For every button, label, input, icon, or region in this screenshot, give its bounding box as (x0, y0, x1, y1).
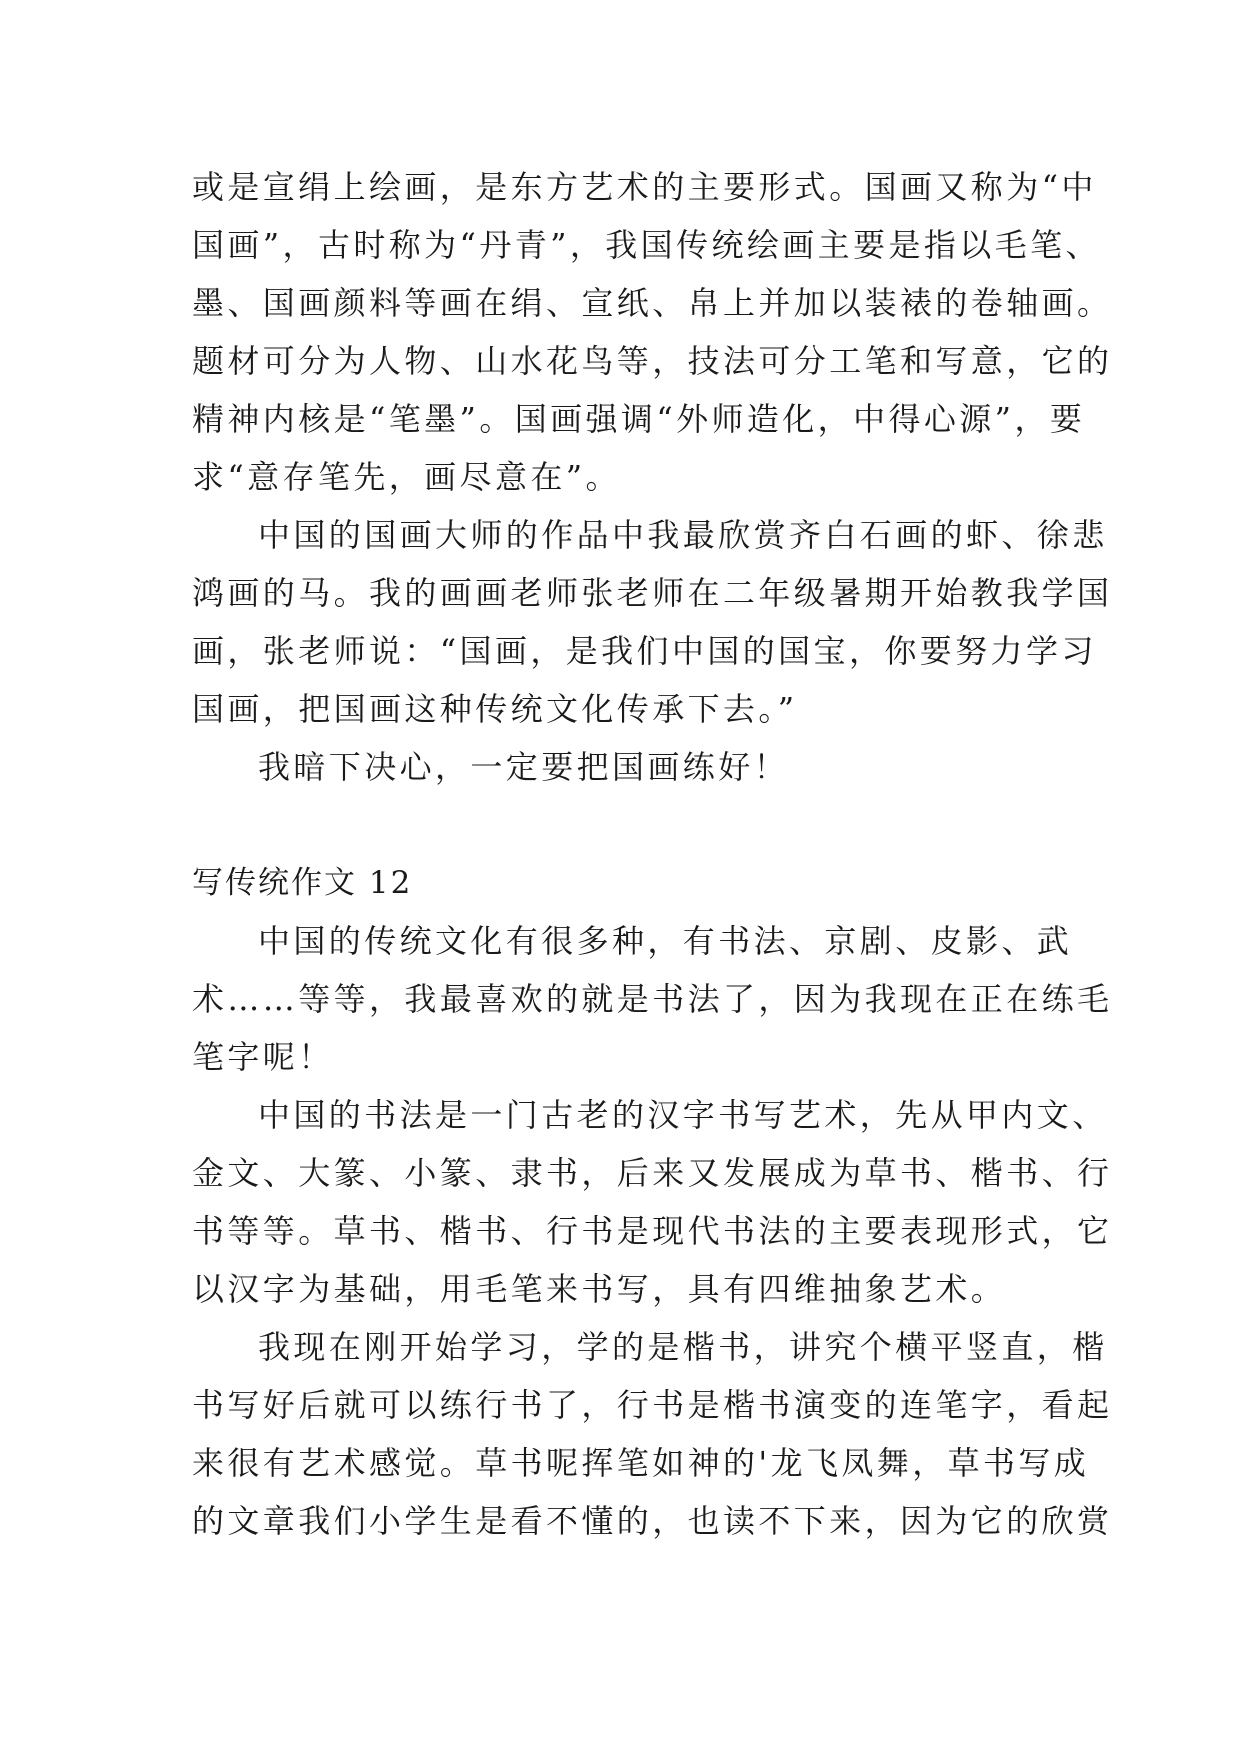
text-line: 来很有艺术感觉。草书呢挥笔如神的'龙飞凤舞，草书写成 (192, 1444, 1090, 1482)
text-line: 我现在刚开始学习，学的是楷书，讲究个横平竖直，楷 (258, 1328, 1108, 1366)
section-heading: 写传统作文 12 (192, 865, 413, 901)
text-line: 书写好后就可以练行书了，行书是楷书演变的连笔字，看起 (192, 1386, 1113, 1424)
text-line: 中国的传统文化有很多种，有书法、京剧、皮影、武 (258, 922, 1073, 960)
text-line: 书等等。草书、楷书、行书是现代书法的主要表现形式，它 (192, 1212, 1113, 1250)
text-line: 墨、国画颜料等画在绢、宣纸、帛上并加以装裱的卷轴画。 (192, 284, 1113, 322)
paragraph-calligraphy-history (192, 1086, 1113, 1318)
text-line: 中国的书法是一门古老的汉字书写艺术，先从甲内文、 (258, 1096, 1108, 1134)
text-line: 或是宣绢上绘画，是东方艺术的主要形式。国画又称为“中 (192, 168, 1097, 206)
paragraph-painting-masters (192, 506, 1113, 738)
text-line: 国画，把国画这种传统文化传承下去。” (192, 690, 798, 728)
text-line: 画，张老师说：“国画，是我们中国的国宝，你要努力学习 (192, 632, 1097, 670)
text-line: 题材可分为人物、山水花鸟等，技法可分工笔和写意，它的 (192, 342, 1113, 380)
text-line: 金文、大篆、小篆、隶书，后来又发展成为草书、楷书、行 (192, 1154, 1113, 1192)
paragraph-continued (192, 158, 1113, 506)
text-line: 的文章我们小学生是看不懂的，也读不下来，因为它的欣赏 (192, 1502, 1113, 1540)
text-line: 我暗下决心，一定要把国画练好！ (258, 748, 790, 786)
text-line: 鸿画的马。我的画画老师张老师在二年级暑期开始教我学国 (192, 574, 1113, 612)
paragraph-resolution (192, 738, 1072, 796)
text-line: 笔字呢！ (192, 1038, 334, 1076)
text-line: 求“意存笔先，画尽意在”。 (192, 458, 621, 496)
text-line: 精神内核是“笔墨”。国画强调“外师造化，中得心源”，要 (192, 400, 1086, 438)
paragraph-traditions (192, 912, 1113, 1086)
text-line: 以汉字为基础，用毛笔来书写，具有四维抽象艺术。 (192, 1270, 1007, 1308)
blank-line (192, 796, 1072, 854)
paragraph-learning (192, 1318, 1113, 1550)
text-line: 术……等等，我最喜欢的就是书法了，因为我现在正在练毛 (192, 980, 1113, 1018)
text-line: 中国的国画大师的作品中我最欣赏齐白石画的虾、徐悲 (258, 516, 1108, 554)
document-page (192, 158, 1113, 1550)
text-line: 国画”，古时称为“丹青”，我国传统绘画主要是指以毛笔、 (192, 226, 1101, 264)
